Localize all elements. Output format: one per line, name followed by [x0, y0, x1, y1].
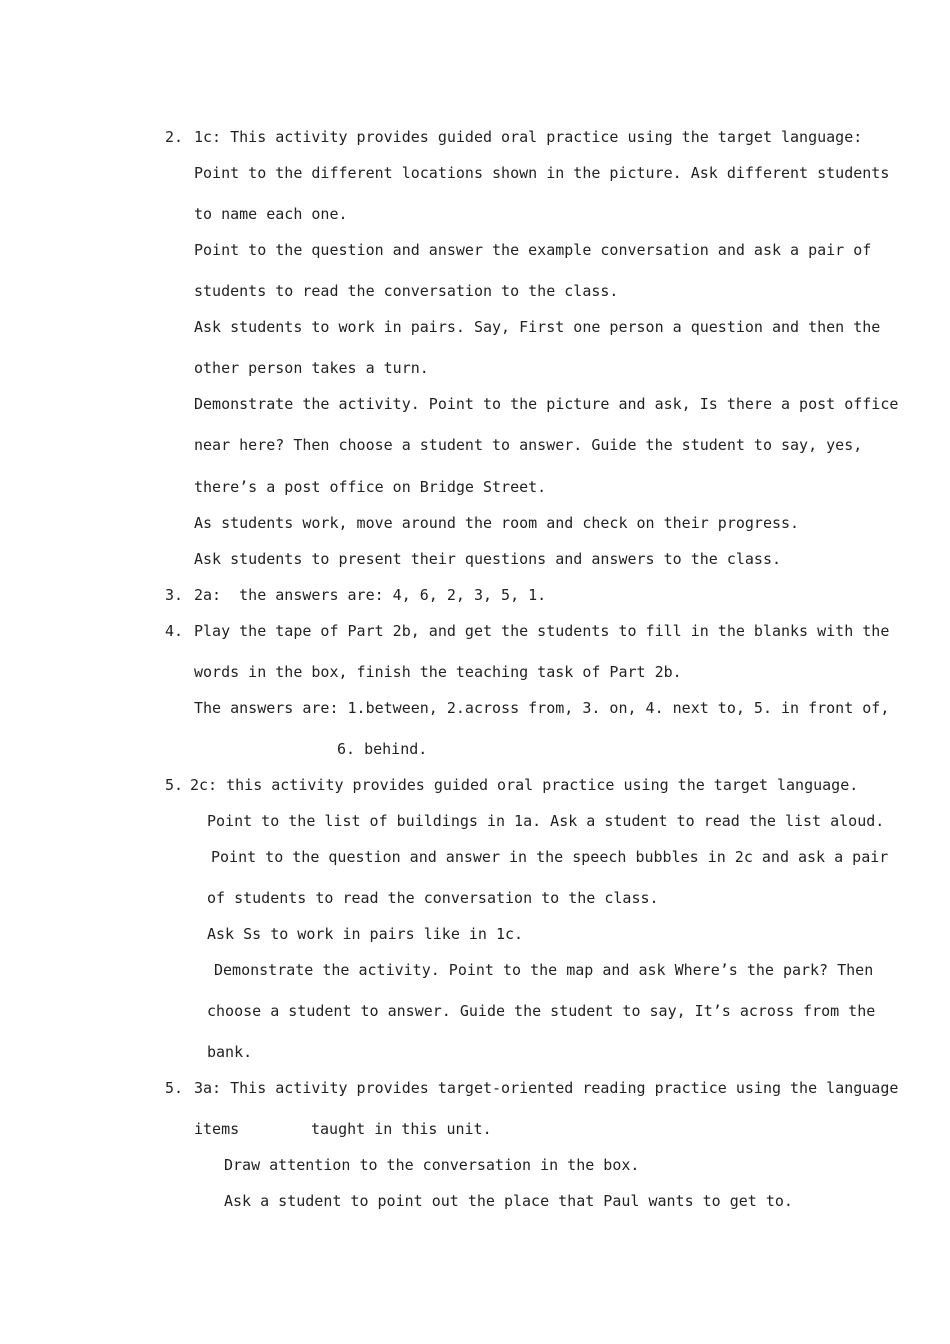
- paragraph-line: of students to read the conversation to the class.: [207, 889, 659, 907]
- item-number: 4.: [165, 622, 184, 640]
- answer-line: The answers are: 1.between, 2.across from, 3. on, 4. next to, 5. in front of,: [194, 699, 890, 717]
- paragraph-line: items: [194, 1120, 240, 1138]
- paragraph-line: taught in this unit.: [311, 1120, 492, 1138]
- paragraph-line: Demonstrate the activity. Point to the map and ask Where’s the park? Then: [214, 961, 874, 979]
- paragraph-line: there’s a post office on Bridge Street.: [194, 478, 547, 496]
- item-number: 3.: [165, 586, 184, 604]
- paragraph-line: Ask a student to point out the place that Paul wants to get to.: [224, 1192, 793, 1210]
- paragraph-line: students to read the conversation to the class.: [194, 282, 619, 300]
- paragraph-line: words in the box, finish the teaching task of Part 2b.: [194, 663, 682, 681]
- paragraph-line: Ask Ss to work in pairs like in 1c.: [207, 925, 524, 943]
- paragraph-line: choose a student to answer. Guide the student to say, It’s across from the: [207, 1002, 876, 1020]
- paragraph-line: Play the tape of Part 2b, and get the students to fill in the blanks with the: [194, 622, 890, 640]
- paragraph-line: As students work, move around the room and check on their progress.: [194, 514, 800, 532]
- item-intro: 2c: this activity provides guided oral practice using the target language.: [190, 776, 859, 794]
- paragraph-line: Point to the different locations shown in the picture. Ask different students: [194, 164, 890, 182]
- paragraph-line: 3a: This activity provides target-oriented reading practice using the language: [194, 1079, 899, 1097]
- paragraph-line: other person takes a turn.: [194, 359, 429, 377]
- paragraph-line: bank.: [207, 1043, 253, 1061]
- paragraph-line: near here? Then choose a student to answer. Guide the student to say, yes,: [194, 436, 863, 454]
- item-intro: 1c: This activity provides guided oral practice using the target language:: [194, 128, 863, 146]
- paragraph-line: Point to the question and answer in the speech bubbles in 2c and ask a pair: [211, 848, 889, 866]
- paragraph-line: Ask students to work in pairs. Say, First one person a question and then the: [194, 318, 881, 336]
- item-number: 5.: [165, 1079, 184, 1097]
- item-number: 5.: [165, 776, 184, 794]
- item-number: 2.: [165, 128, 184, 146]
- paragraph-line: Point to the list of buildings in 1a. Ask a student to read the list aloud.: [207, 812, 885, 830]
- answer-line: 2a: the answers are: 4, 6, 2, 3, 5, 1.: [194, 586, 547, 604]
- paragraph-line: Point to the question and answer the example conversation and ask a pair of: [194, 241, 872, 259]
- paragraph-line: Demonstrate the activity. Point to the picture and ask, Is there a post office: [194, 395, 899, 413]
- paragraph-line: Ask students to present their questions and answers to the class.: [194, 550, 781, 568]
- paragraph-line: Draw attention to the conversation in the box.: [224, 1156, 640, 1174]
- answer-line: 6. behind.: [337, 740, 428, 758]
- paragraph-line: to name each one.: [194, 205, 348, 223]
